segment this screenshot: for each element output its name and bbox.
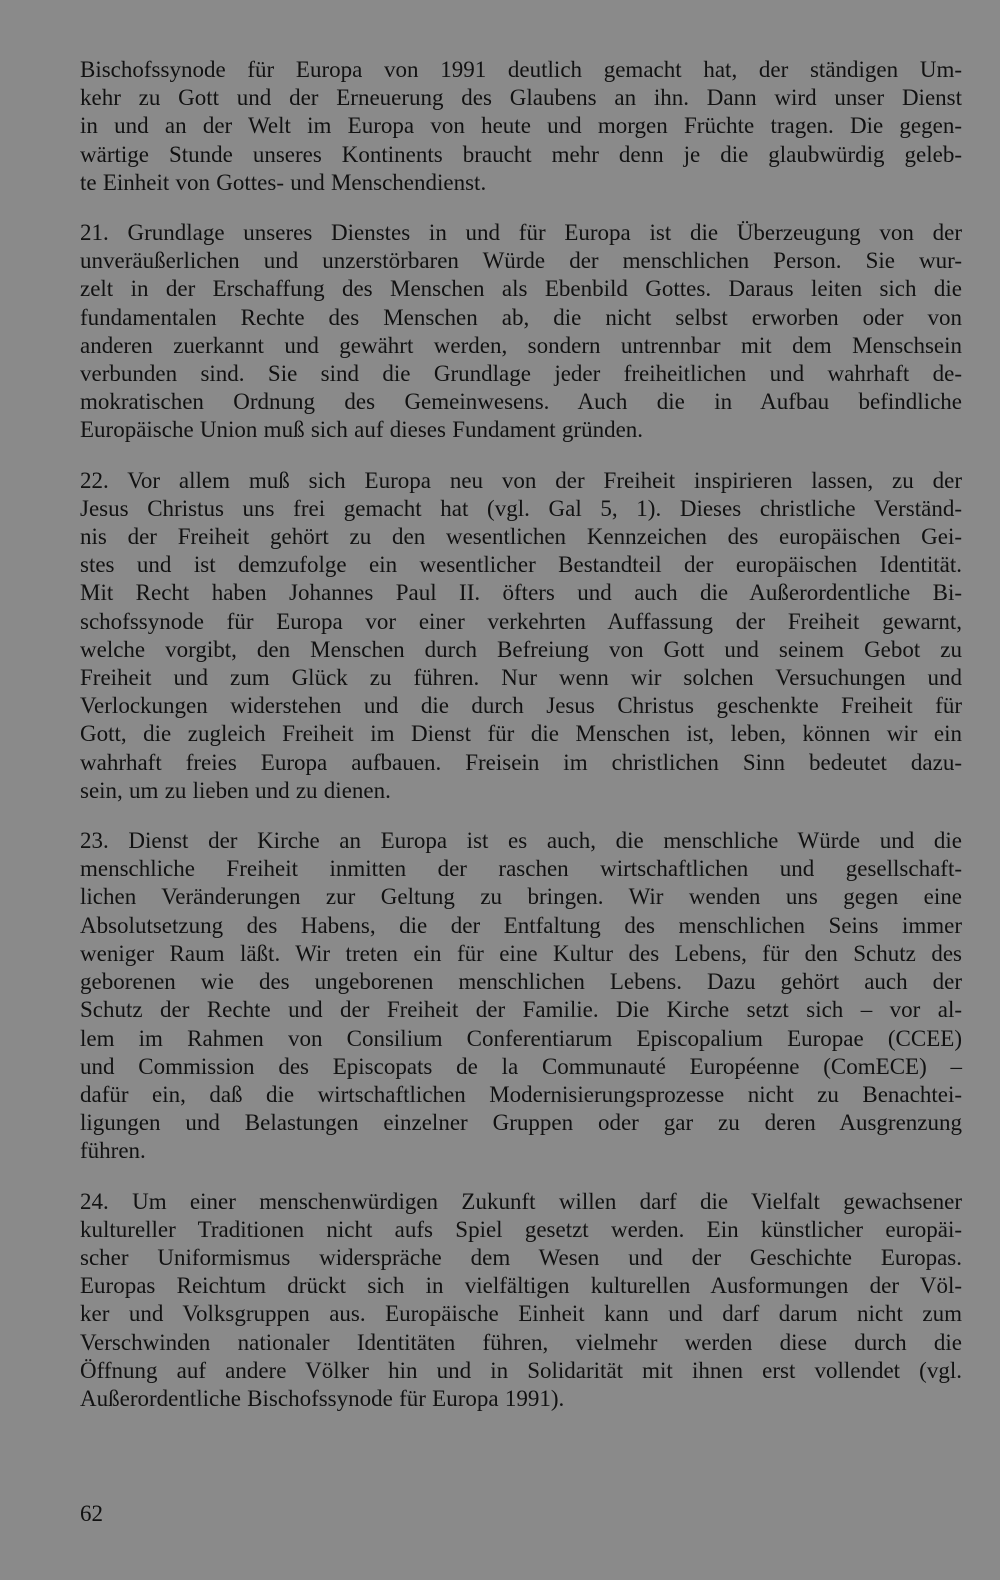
text-line: menschliche Freiheit inmitten der raschen wirtschaftlichen und gesellschaft- [80, 856, 962, 882]
text-line: und Commission des Episcopats de la Communauté Européenne (ComECE) – [80, 1053, 962, 1079]
text-line: sein, um zu lieben und zu dienen. [80, 777, 391, 803]
text-line: nis der Freiheit gehört zu den wesentlichen Kennzeichen des europäischen Gei- [80, 524, 962, 550]
text-line: Verschwinden nationaler Identitäten führen, vielmehr werden diese durch die [80, 1329, 962, 1355]
text-line: fundamentalen Rechte des Menschen ab, die nicht selbst erworben oder von [80, 304, 962, 330]
text-line: unveräußerlichen und unzerstörbaren Würde der menschlichen Person. Sie wur- [80, 248, 962, 274]
text-line: lem im Rahmen von Consilium Conferentiarum Episcopalium Europae (CCEE) [80, 1025, 962, 1051]
text-line: anderen zuerkannt und gewährt werden, sondern untrennbar mit dem Menschsein [80, 332, 962, 358]
text-line: te Einheit von Gottes- und Menschendienst. [80, 169, 487, 195]
text-line: Absolutsetzung des Habens, die der Entfaltung des menschlichen Seins immer [80, 912, 962, 938]
text-line: Gott, die zugleich Freiheit im Dienst für die Menschen ist, leben, können wir ein [80, 721, 962, 747]
text-line: geborenen wie des ungeborenen menschlichen Lebens. Dazu gehört auch der [80, 969, 962, 995]
text-line: Jesus Christus uns frei gemacht hat (vgl. Gal 5, 1). Dieses christliche Verständ- [80, 495, 962, 521]
text-line: schofssynode für Europa vor einer verkehrten Auffassung der Freiheit gewarnt, [80, 608, 962, 634]
text-line: weniger Raum läßt. Wir treten ein für eine Kultur des Lebens, für den Schutz des [80, 940, 962, 966]
text-line: 21. Grundlage unseres Dienstes in und für Europa ist die Überzeugung von der [80, 220, 962, 246]
paragraph-continuation [80, 56, 962, 197]
text-line: mokratischen Ordnung des Gemeinwesens. Auch die in Aufbau befindliche [80, 389, 962, 415]
text-line: Europas Reichtum drückt sich in vielfältigen kulturellen Ausformungen der Völ- [80, 1273, 962, 1299]
text-line: dafür ein, daß die wirtschaftlichen Modernisierungsprozesse nicht zu Benachtei- [80, 1081, 962, 1107]
text-line: Freiheit und zum Glück zu führen. Nur wenn wir solchen Versuchungen und [80, 665, 962, 691]
text-line: 22. Vor allem muß sich Europa neu von der Freiheit inspirieren lassen, zu der [80, 467, 962, 493]
text-line: ker und Volksgruppen aus. Europäische Einheit kann und darf darum nicht zum [80, 1301, 962, 1327]
text-line: in und an der Welt im Europa von heute und morgen Früchte tragen. Die gegen- [80, 113, 962, 139]
text-line: verbunden sind. Sie sind die Grundlage jeder freiheitlichen und wahrhaft de- [80, 361, 962, 387]
text-line: Verlockungen widerstehen und die durch Jesus Christus geschenkte Freiheit für [80, 693, 962, 719]
text-line: ligungen und Belastungen einzelner Gruppen oder gar zu deren Ausgrenzung [80, 1110, 962, 1136]
text-line: Öffnung auf andere Völker hin und in Solidarität mit ihnen erst vollendet (vgl. [80, 1357, 962, 1383]
paragraph-21 [80, 219, 962, 445]
paragraph-22 [80, 467, 962, 805]
text-line: Außerordentliche Bischofssynode für Europa 1991). [80, 1385, 565, 1411]
page-body [80, 56, 962, 1435]
text-line: lichen Veränderungen zur Geltung zu bringen. Wir wenden uns gegen eine [80, 884, 962, 910]
text-line: Europäische Union muß sich auf dieses Fundament gründen. [80, 417, 644, 443]
text-line: 24. Um einer menschenwürdigen Zukunft willen darf die Vielfalt gewachsener [80, 1188, 962, 1214]
text-line: kultureller Traditionen nicht aufs Spiel gesetzt werden. Ein künstlicher europäi- [80, 1216, 962, 1242]
text-line: Schutz der Rechte und der Freiheit der Familie. Die Kirche setzt sich – vor al- [80, 997, 962, 1023]
text-line: führen. [80, 1138, 146, 1164]
text-line: scher Uniformismus widerspräche dem Wesen und der Geschichte Europas. [80, 1244, 962, 1270]
paragraph-23 [80, 827, 962, 1165]
page-number: 62 [80, 1501, 103, 1526]
text-line: 23. Dienst der Kirche an Europa ist es auch, die menschliche Würde und die [80, 828, 962, 854]
text-line: stes und ist demzufolge ein wesentlicher Bestandteil der europäischen Identität. [80, 552, 962, 578]
paragraph-24 [80, 1188, 962, 1414]
text-line: kehr zu Gott und der Erneuerung des Glaubens an ihn. Dann wird unser Dienst [80, 85, 962, 111]
text-line: Mit Recht haben Johannes Paul II. öfters und auch die Außerordentliche Bi- [80, 580, 962, 606]
text-line: wahrhaft freies Europa aufbauen. Freisein im christlichen Sinn bedeutet dazu- [80, 749, 962, 775]
text-line: wärtige Stunde unseres Kontinents braucht mehr denn je die glaubwürdig geleb- [80, 141, 962, 167]
text-line: Bischofssynode für Europa von 1991 deutlich gemacht hat, der ständigen Um- [80, 57, 962, 82]
text-line: welche vorgibt, den Menschen durch Befreiung von Gott und seinem Gebot zu [80, 636, 962, 662]
text-line: zelt in der Erschaffung des Menschen als Ebenbild Gottes. Daraus leiten sich die [80, 276, 962, 302]
